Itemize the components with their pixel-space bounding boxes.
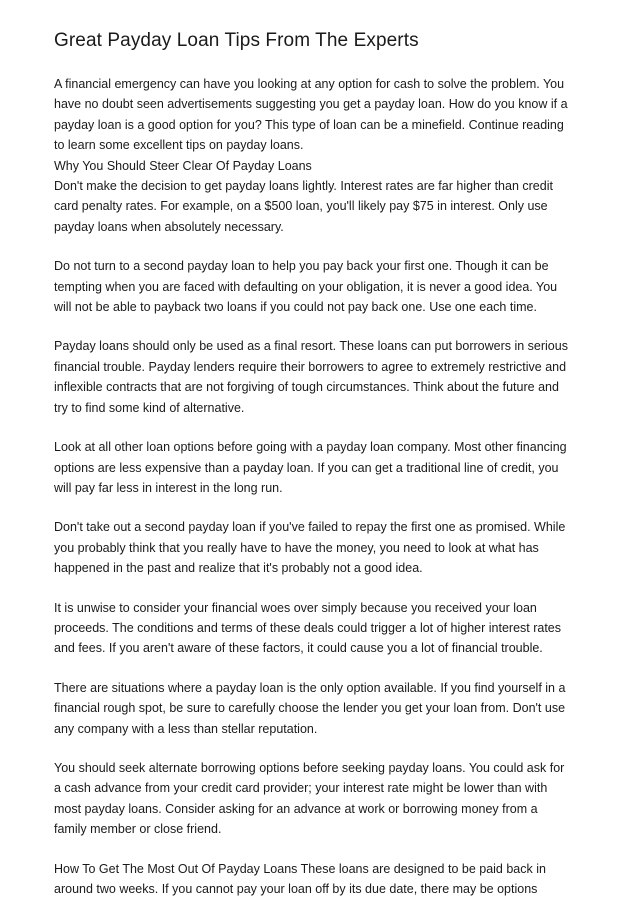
paragraph (54, 859, 586, 900)
text-line: Payday loans should only be used as a final resort. These loans can put borrowers in serious (54, 339, 568, 354)
paragraph (54, 517, 586, 578)
text-line: proceeds. The conditions and terms of these deals could trigger a lot of higher interest rates (54, 620, 562, 635)
paragraph (54, 74, 586, 237)
paragraph (54, 678, 586, 739)
text-line: and fees. If you aren't aware of these factors, it could cause you a lot of financial trouble. (54, 641, 543, 656)
text-line: Do not turn to a second payday loan to help you pay back your first one. Though it can be (54, 259, 549, 274)
text-line: will pay far less in interest in the long run. (54, 480, 283, 495)
paragraph (54, 336, 586, 418)
text-line: Look at all other loan options before going with a payday loan company. Most other financing (54, 440, 567, 455)
text-line: to learn some excellent tips on payday loans. (54, 138, 304, 153)
text-line: card penalty rates. For example, on a $500 loan, you'll likely pay $75 in interest. Only use (54, 199, 548, 214)
text-line: There are situations where a payday loan is the only option available. If you find yourself in a (54, 680, 566, 695)
text-line: Don't take out a second payday loan if you've failed to repay the first one as promised. While (54, 520, 566, 535)
text-line: any company with a less than stellar reputation. (54, 721, 318, 736)
text-line: financial rough spot, be sure to carefully choose the lender you get your loan from. Don't use (54, 701, 566, 716)
document-body (54, 74, 586, 899)
text-line: financial trouble. Payday lenders require their borrowers to agree to extremely restrictive and (54, 359, 567, 374)
text-line: have no doubt seen advertisements suggesting you get a payday loan. How do you know if a (54, 97, 568, 112)
text-line: you probably think that you really have to have the money, you need to look at what has (54, 540, 539, 555)
text-line: most payday loans. Consider asking for an advance at work or borrowing money from a (54, 801, 538, 816)
text-line: How To Get The Most Out Of Payday Loans These loans are designed to be paid back in (54, 861, 546, 876)
text-line: inflexible contracts that are not forgiving of tough circumstances. Think about the future and (54, 380, 559, 395)
paragraph (54, 598, 586, 659)
text-line: around two weeks. If you cannot pay your loan off by its due date, there may be options (54, 882, 538, 896)
text-line: family member or close friend. (54, 822, 222, 837)
text-line: payday loan is a good option for you? This type of loan can be a minefield. Continue reading (54, 117, 564, 132)
text-line: A financial emergency can have you looking at any option for cash to solve the problem. You (54, 77, 565, 91)
text-line: happened in the past and realize that it's probably not a good idea. (54, 561, 423, 576)
document-page (54, 28, 586, 918)
text-line: tempting when you are faced with defaulting on your obligation, it is never a good idea. You (54, 279, 558, 294)
paragraph (54, 437, 586, 498)
text-line: a cash advance from your credit card provider; your interest rate might be lower than with (54, 781, 548, 796)
text-line: Don't make the decision to get payday loans lightly. Interest rates are far higher than credit (54, 179, 553, 194)
text-line: options are less expensive than a payday loan. If you can get a traditional line of credit, you (54, 460, 559, 475)
document-title: Great Payday Loan Tips From The Experts (54, 30, 419, 51)
text-line: It is unwise to consider your financial woes over simply because you received your loan (54, 600, 537, 615)
text-line: You should seek alternate borrowing options before seeking payday loans. You could ask for (54, 760, 565, 775)
text-line: try to find some kind of alternative. (54, 400, 245, 415)
paragraph (54, 758, 586, 840)
text-line: will not be able to payback two loans if you could not pay back one. Use one each time. (54, 300, 537, 315)
paragraph (54, 256, 586, 317)
text-line: payday loans when absolutely necessary. (54, 219, 284, 234)
text-line: Why You Should Steer Clear Of Payday Loans (54, 158, 312, 173)
